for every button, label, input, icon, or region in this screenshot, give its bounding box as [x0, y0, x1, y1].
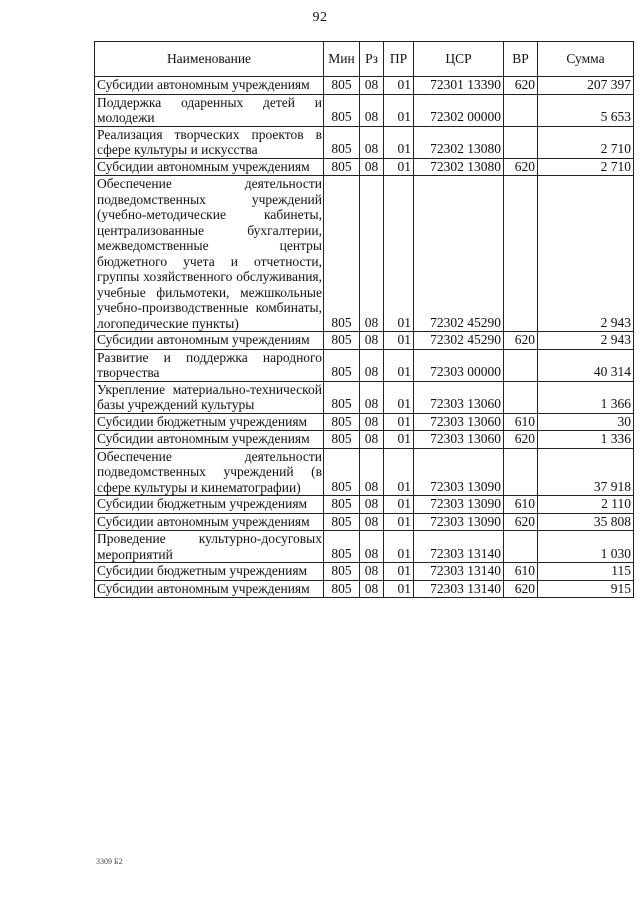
table-row [95, 563, 634, 581]
cell-vr: 610 [504, 413, 538, 431]
table-row [95, 580, 634, 598]
cell-name: Реализация творческих проектов в сфере культуры и искусства [95, 126, 324, 158]
cell-vr [504, 94, 538, 126]
cell-rz: 08 [360, 413, 384, 431]
cell-name: Субсидии автономным учреждениям [95, 513, 324, 531]
cell-rz: 08 [360, 448, 384, 496]
cell-pr: 01 [384, 158, 414, 176]
table-header-row [95, 42, 634, 77]
table-row [95, 531, 634, 563]
cell-name: Субсидии бюджетным учреждениям [95, 563, 324, 581]
table-row [95, 413, 634, 431]
cell-sum: 5 653 [538, 94, 634, 126]
cell-sum: 1 366 [538, 381, 634, 413]
cell-vr: 620 [504, 431, 538, 449]
cell-vr: 620 [504, 158, 538, 176]
table-row [95, 381, 634, 413]
cell-rz: 08 [360, 531, 384, 563]
table-row [95, 448, 634, 496]
cell-min: 805 [324, 158, 360, 176]
cell-csr: 72303 13090 [414, 513, 504, 531]
cell-name: Обеспечение деятельности подведомственных учреждений (учебно-методические кабинеты, централизованные бухгалтерии, межведомственные центры бюджетного учета и отчетности, группы хозяйственного обслуживания, учебные фильмотеки, межшкольные учебно-производственные комбинаты, логопедические пункты) [95, 176, 324, 332]
cell-min: 805 [324, 431, 360, 449]
cell-rz: 08 [360, 332, 384, 350]
table-row [95, 158, 634, 176]
cell-pr: 01 [384, 513, 414, 531]
cell-min: 805 [324, 580, 360, 598]
cell-pr: 01 [384, 431, 414, 449]
cell-vr: 620 [504, 580, 538, 598]
cell-min: 805 [324, 332, 360, 350]
cell-name: Укрепление материально-технической базы учреждений культуры [95, 381, 324, 413]
cell-name: Субсидии автономным учреждениям [95, 158, 324, 176]
cell-sum: 915 [538, 580, 634, 598]
cell-rz: 08 [360, 496, 384, 514]
page-number: 92 [312, 10, 328, 25]
cell-rz: 08 [360, 94, 384, 126]
cell-pr: 01 [384, 332, 414, 350]
cell-min: 805 [324, 349, 360, 381]
cell-vr: 610 [504, 496, 538, 514]
header-name: Наименование [95, 42, 324, 77]
cell-csr: 72303 13090 [414, 448, 504, 496]
cell-sum: 2 710 [538, 126, 634, 158]
cell-rz: 08 [360, 126, 384, 158]
cell-min: 805 [324, 126, 360, 158]
cell-name: Субсидии автономным учреждениям [95, 431, 324, 449]
cell-csr: 72303 13140 [414, 580, 504, 598]
cell-vr [504, 381, 538, 413]
cell-pr: 01 [384, 531, 414, 563]
cell-sum: 35 808 [538, 513, 634, 531]
cell-pr: 01 [384, 77, 414, 95]
cell-csr: 72303 13060 [414, 413, 504, 431]
cell-csr: 72302 00000 [414, 94, 504, 126]
cell-min: 805 [324, 563, 360, 581]
cell-sum: 1 030 [538, 531, 634, 563]
cell-csr: 72303 00000 [414, 349, 504, 381]
header-vr: ВР [504, 42, 538, 77]
cell-csr: 72302 13080 [414, 158, 504, 176]
cell-pr: 01 [384, 381, 414, 413]
cell-csr: 72302 13080 [414, 126, 504, 158]
cell-rz: 08 [360, 381, 384, 413]
cell-min: 805 [324, 77, 360, 95]
cell-vr [504, 531, 538, 563]
cell-min: 805 [324, 496, 360, 514]
cell-rz: 08 [360, 563, 384, 581]
cell-min: 805 [324, 413, 360, 431]
cell-min: 805 [324, 176, 360, 332]
cell-rz: 08 [360, 580, 384, 598]
table-row [95, 176, 634, 332]
cell-pr: 01 [384, 413, 414, 431]
cell-csr: 72303 13140 [414, 531, 504, 563]
header-csr: ЦСР [414, 42, 504, 77]
cell-sum: 207 397 [538, 77, 634, 95]
cell-csr: 72303 13060 [414, 381, 504, 413]
cell-rz: 08 [360, 176, 384, 332]
cell-csr: 72303 13090 [414, 496, 504, 514]
cell-name: Субсидии автономным учреждениям [95, 580, 324, 598]
cell-name: Субсидии бюджетным учреждениям [95, 496, 324, 514]
cell-pr: 01 [384, 496, 414, 514]
cell-vr: 620 [504, 332, 538, 350]
table-row [95, 94, 634, 126]
cell-sum: 37 918 [538, 448, 634, 496]
cell-rz: 08 [360, 513, 384, 531]
cell-sum: 2 110 [538, 496, 634, 514]
header-pr: ПР [384, 42, 414, 77]
header-rz: Рз [360, 42, 384, 77]
cell-vr [504, 349, 538, 381]
cell-min: 805 [324, 94, 360, 126]
cell-vr [504, 176, 538, 332]
cell-sum: 2 943 [538, 332, 634, 350]
cell-csr: 72302 45290 [414, 176, 504, 332]
cell-vr: 620 [504, 513, 538, 531]
cell-csr: 72303 13140 [414, 563, 504, 581]
table-row [95, 126, 634, 158]
cell-name: Субсидии автономным учреждениям [95, 77, 324, 95]
cell-rz: 08 [360, 349, 384, 381]
cell-sum: 2 943 [538, 176, 634, 332]
cell-min: 805 [324, 448, 360, 496]
cell-sum: 40 314 [538, 349, 634, 381]
table-row [95, 332, 634, 350]
cell-vr [504, 126, 538, 158]
cell-name: Развитие и поддержка народного творчества [95, 349, 324, 381]
cell-name: Субсидии автономным учреждениям [95, 332, 324, 350]
cell-sum: 115 [538, 563, 634, 581]
cell-pr: 01 [384, 563, 414, 581]
cell-sum: 30 [538, 413, 634, 431]
footer-mark: 3309 Б2 [96, 857, 123, 866]
budget-table [94, 41, 634, 598]
table-body [95, 77, 634, 598]
cell-pr: 01 [384, 580, 414, 598]
table-row [95, 496, 634, 514]
cell-min: 805 [324, 531, 360, 563]
cell-min: 805 [324, 513, 360, 531]
cell-rz: 08 [360, 158, 384, 176]
cell-csr: 72301 13390 [414, 77, 504, 95]
table-row [95, 349, 634, 381]
cell-vr [504, 448, 538, 496]
cell-pr: 01 [384, 94, 414, 126]
cell-sum: 1 336 [538, 431, 634, 449]
cell-pr: 01 [384, 448, 414, 496]
table-row [95, 513, 634, 531]
cell-name: Субсидии бюджетным учреждениям [95, 413, 324, 431]
cell-csr: 72302 45290 [414, 332, 504, 350]
cell-pr: 01 [384, 176, 414, 332]
cell-vr: 610 [504, 563, 538, 581]
cell-name: Поддержка одаренных детей и молодежи [95, 94, 324, 126]
cell-name: Проведение культурно-досуговых мероприятий [95, 531, 324, 563]
cell-csr: 72303 13060 [414, 431, 504, 449]
header-sum: Сумма [538, 42, 634, 77]
cell-name: Обеспечение деятельности подведомственных учреждений (в сфере культуры и кинематографии) [95, 448, 324, 496]
cell-sum: 2 710 [538, 158, 634, 176]
cell-rz: 08 [360, 431, 384, 449]
header-min: Мин [324, 42, 360, 77]
cell-pr: 01 [384, 126, 414, 158]
cell-vr: 620 [504, 77, 538, 95]
table-row [95, 431, 634, 449]
cell-rz: 08 [360, 77, 384, 95]
table-row [95, 77, 634, 95]
cell-pr: 01 [384, 349, 414, 381]
cell-min: 805 [324, 381, 360, 413]
